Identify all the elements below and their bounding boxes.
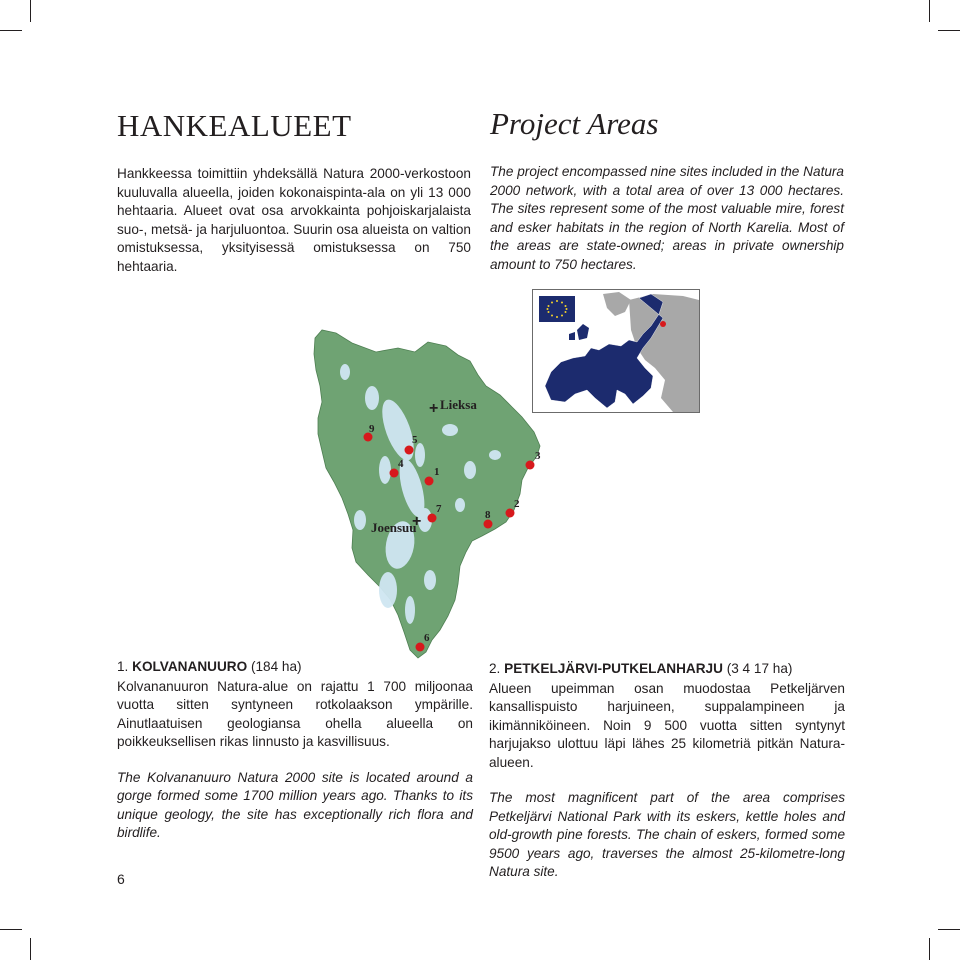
town-marker-icon: + (412, 513, 422, 530)
page-number: 6 (117, 871, 125, 887)
site-area: (3 4 17 ha) (726, 661, 793, 676)
site-label-2: 2 (514, 498, 520, 510)
site-marker-3 (526, 461, 535, 470)
intro-text-english: The project encompassed nine sites included in the Natura 2000 network, with a total area of over 13 000 hectares. The sites represent some of the most valuable mire, forest and esker habitats in the region of North Karelia. Most of the areas are state-owned; areas in private ownership amount to 750 hectares. (490, 164, 844, 272)
site-label-6: 6 (424, 632, 430, 644)
site-label-5: 5 (412, 434, 418, 446)
town-label-joensuu: Joensuu (371, 520, 417, 535)
europe-inset-map (532, 289, 700, 413)
site-name: PETKELJÄRVI-PUTKELANHARJU (504, 661, 723, 676)
site-label-8: 8 (485, 509, 491, 521)
site-area: (184 ha) (250, 659, 302, 674)
site-label-7: 7 (436, 503, 442, 515)
site-description-2 (489, 660, 845, 882)
town-marker-icon: + (429, 400, 439, 417)
site-text-english: The most magnificent part of the area comprises Petkeljärvi National Park with its eskers, kettle holes and old-growth pine forests. The chain of eskers, formed some 9500 years ago, traverses the almost 25-kilometre-long Natura site. (489, 790, 845, 879)
site-number: 1. (117, 659, 129, 674)
page-title-finnish: HANKEALUEET (117, 108, 352, 143)
intro-text-finnish: Hankkeessa toimittiin yhdeksällä Natura 2000-verkostoon kuuluvalla alueella, joiden kokonaispinta-ala on yli 13 000 hehtaaria. Alueet ovat osa arvokkainta pohjoiskarjalaista suo-, metsä- ja harjuluontoa. Suurin osa alueista on valtion omistuksessa, yksityisessä omistuksessa on 750 hehtaaria. (117, 166, 471, 274)
region-land (314, 330, 540, 658)
site-text-finnish: Kolvananuuron Natura-alue on rajattu 1 700 miljoonaa vuotta sitten syntyneen rotkolaakson ympärille. Ainutlaatuisen geologiansa ohella alueella on poikkeuksellisen rikas linnusto ja kasvillisuus. (117, 678, 473, 749)
site-text-english: The Kolvananuuro Natura 2000 site is located around a gorge formed some 1700 million years ago. Thanks to its unique geology, the site has exceptionally rich flora and birdlife. (117, 769, 473, 840)
town-label-lieksa: Lieksa (440, 397, 477, 412)
site-label-4: 4 (398, 458, 404, 470)
site-number: 2. (489, 661, 501, 676)
site-description-1 (117, 658, 473, 843)
site-name: KOLVANANUURO (132, 659, 248, 674)
page-title-english: Project Areas (490, 106, 659, 141)
site-heading (489, 660, 845, 679)
site-text-finnish: Alueen upeimman osan muodostaa Petkeljärven kansallispuisto harjuineen, suppalampineen ja ikimänniköineen. Noin 9 500 vuotta sitten syntynyt harjujakso ulottuu läpi lähes 25 kilometriä pitkän Natura-alueen. (489, 680, 845, 770)
site-marker-1 (425, 477, 434, 486)
site-heading (117, 658, 473, 677)
eu-flag-icon (539, 296, 575, 322)
north-karelia-location-marker (660, 321, 666, 327)
site-label-1: 1 (434, 466, 440, 478)
site-label-9: 9 (369, 423, 375, 435)
site-marker-5 (405, 446, 414, 455)
site-label-3: 3 (535, 450, 541, 462)
